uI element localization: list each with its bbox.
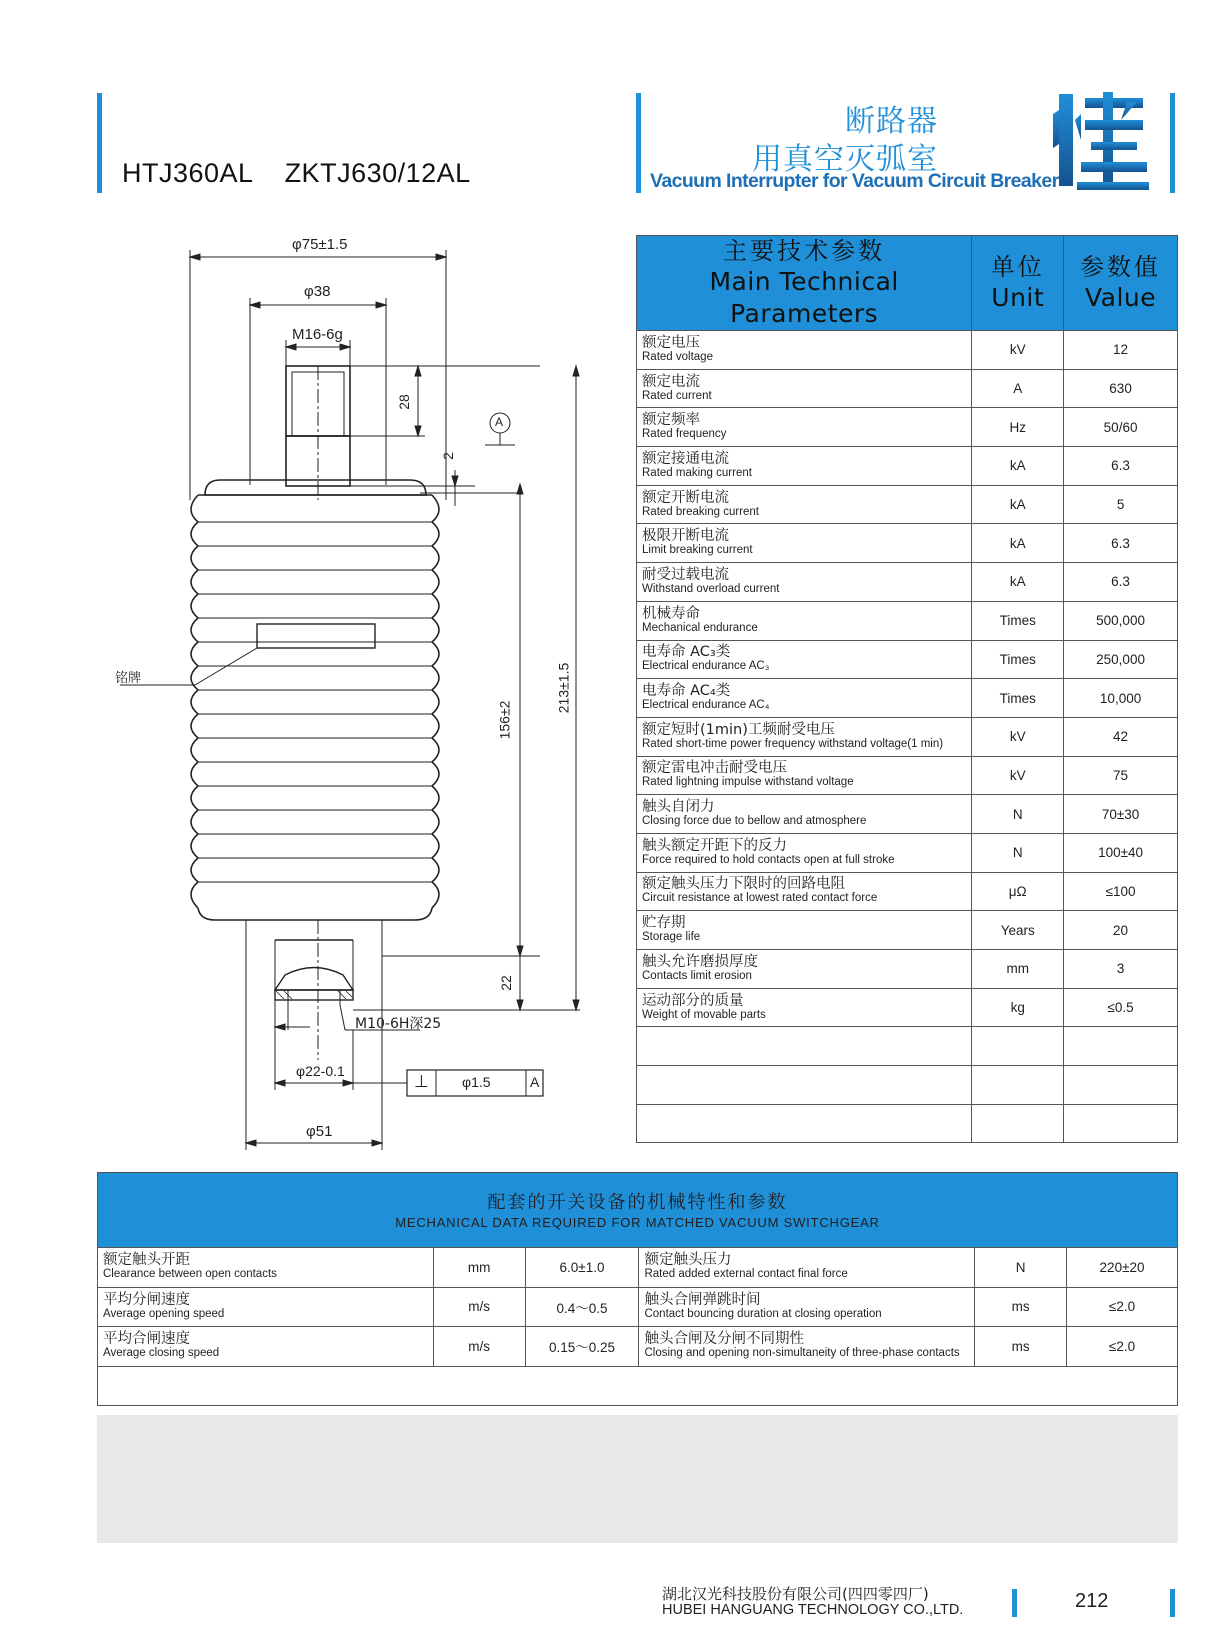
param-name [637, 369, 972, 408]
param-unit: A [972, 369, 1064, 408]
mechanical-data-table [97, 1172, 1178, 1406]
param-value: 100±40 [1064, 833, 1178, 872]
param-unit: mm [972, 950, 1064, 989]
header-right-bar [1170, 93, 1175, 193]
mechanical-empty-row [98, 1366, 1178, 1405]
param-name-cn: 额定开断电流 [642, 489, 729, 506]
mech-left-name [98, 1287, 434, 1327]
param-row [637, 795, 1178, 834]
param-name-cn: 额定频率 [642, 412, 700, 429]
param-name [637, 447, 972, 486]
param-row [637, 331, 1178, 370]
param-value: 12 [1064, 331, 1178, 370]
param-unit: kA [972, 563, 1064, 602]
param-name-cn: 电寿命 AC₃类 [642, 644, 731, 661]
param-row [637, 717, 1178, 756]
param-name-en: Mechanical endurance [642, 621, 758, 634]
param-row [637, 563, 1178, 602]
param-name-en: Electrical endurance AC₄ [642, 699, 770, 712]
model-title: HTJ360AL ZKTJ630/12AL [122, 158, 471, 188]
param-value: 5 [1064, 485, 1178, 524]
param-name [637, 833, 972, 872]
header-left-bar [97, 93, 102, 193]
page-number: 212 [1075, 1590, 1109, 1612]
mech-right-unit: ms [975, 1327, 1067, 1367]
param-value: 75 [1064, 756, 1178, 795]
mech-left-en: Clearance between open contacts [103, 1268, 277, 1281]
param-name-cn: 耐受过载电流 [642, 566, 729, 583]
param-name-en: Circuit resistance at lowest rated contact force [642, 892, 878, 905]
param-name-cn: 额定接通电流 [642, 450, 729, 467]
mech-left-name [98, 1327, 434, 1367]
mechanical-row [98, 1248, 1178, 1288]
mechanical-header-row [98, 1173, 1178, 1248]
dim-outer-diameter: φ75±1.5 [292, 236, 348, 253]
param-name-cn: 贮存期 [642, 915, 686, 932]
param-value: ≤0.5 [1064, 988, 1178, 1027]
params-header-unit: 单位 Unit [972, 236, 1064, 331]
tolerance-ref: A [530, 1074, 540, 1090]
param-name-cn: 极限开断电流 [642, 528, 729, 545]
dim-mid-diameter: φ38 [304, 283, 331, 300]
param-value: 6.3 [1064, 447, 1178, 486]
mech-left-cn: 额定触头开距 [103, 1252, 190, 1269]
param-unit: Years [972, 911, 1064, 950]
mech-right-en: Contact bouncing duration at closing operation [644, 1307, 882, 1320]
mech-left-en: Average opening speed [103, 1307, 225, 1320]
param-name [637, 679, 972, 718]
param-name [637, 601, 972, 640]
mech-left-en: Average closing speed [103, 1347, 220, 1360]
mech-left-name [98, 1248, 434, 1288]
mech-right-name [639, 1248, 975, 1288]
mech-left-value: 6.0±1.0 [525, 1248, 639, 1288]
param-name-en: Storage life [642, 931, 701, 944]
param-row [637, 950, 1178, 989]
param-row [637, 601, 1178, 640]
mech-right-value: 220±20 [1067, 1248, 1178, 1288]
mech-right-cn: 触头合闸及分闸不同期性 [644, 1331, 804, 1348]
params-header-value: 参数值 Value [1064, 236, 1178, 331]
param-name-cn: 机械寿命 [642, 605, 700, 622]
param-name-cn: 运动部分的质量 [642, 992, 744, 1009]
param-row [637, 640, 1178, 679]
dim-top-thread: M16-6g [292, 326, 343, 343]
param-row [637, 988, 1178, 1027]
param-row [637, 485, 1178, 524]
param-row [637, 524, 1178, 563]
param-value: 10,000 [1064, 679, 1178, 718]
param-row [637, 872, 1178, 911]
dim-rod-diameter: φ22-0.1 [296, 1063, 345, 1079]
param-unit: N [972, 833, 1064, 872]
param-unit: kA [972, 524, 1064, 563]
param-unit: Times [972, 679, 1064, 718]
param-name [637, 408, 972, 447]
param-value: 20 [1064, 911, 1178, 950]
title-en: Vacuum Interrupter for Vacuum Circuit Breaker [650, 170, 1059, 192]
param-name [637, 640, 972, 679]
param-name [637, 563, 972, 602]
param-name [637, 988, 972, 1027]
param-unit: kV [972, 331, 1064, 370]
param-name [637, 524, 972, 563]
param-value: 42 [1064, 717, 1178, 756]
param-name-en: Rated current [642, 389, 712, 402]
dim-stud-height: 28 [395, 394, 412, 410]
technical-drawing [100, 230, 620, 1170]
param-name-en: Rated making current [642, 466, 752, 479]
param-value: ≤100 [1064, 872, 1178, 911]
param-unit: Times [972, 601, 1064, 640]
param-value: 500,000 [1064, 601, 1178, 640]
param-name-cn: 额定触头压力下限时的回路电阻 [642, 876, 845, 893]
param-empty-row [637, 1104, 1178, 1143]
mech-left-unit: m/s [433, 1327, 525, 1367]
gray-band [97, 1415, 1178, 1543]
param-name-en: Limit breaking current [642, 544, 753, 557]
mech-left-value: 0.15～0.25 [525, 1327, 639, 1367]
param-name-en: Contacts limit erosion [642, 969, 752, 982]
mechanical-row [98, 1287, 1178, 1327]
title-cn-line2: 用真空灭弧室 [752, 142, 938, 177]
mechanical-header: 配套的开关设备的机械特性和参数 MECHANICAL DATA REQUIRED FOR MATCHED VACUUM SWITCHGEAR [98, 1173, 1178, 1248]
param-name-en: Withstand overload current [642, 582, 780, 595]
param-name-en: Rated frequency [642, 428, 727, 441]
param-name-cn: 触头自闭力 [642, 799, 715, 816]
param-value: 630 [1064, 369, 1178, 408]
param-name [637, 717, 972, 756]
param-row [637, 369, 1178, 408]
param-unit: kV [972, 717, 1064, 756]
param-row [637, 408, 1178, 447]
dim-body-height: 156±2 [496, 700, 513, 740]
param-name-en: Closing force due to bellow and atmosphere [642, 815, 867, 828]
mech-left-cn: 平均分闸速度 [103, 1291, 190, 1308]
param-row [637, 756, 1178, 795]
param-name-en: Rated breaking current [642, 505, 759, 518]
param-name-cn: 额定雷电冲击耐受电压 [642, 760, 787, 777]
dim-bottom-thread: M10-6H深25 [355, 1016, 442, 1032]
param-unit: kV [972, 756, 1064, 795]
param-row [637, 679, 1178, 718]
mech-left-unit: m/s [433, 1287, 525, 1327]
param-value: 70±30 [1064, 795, 1178, 834]
mech-right-cn: 额定触头压力 [644, 1252, 732, 1269]
param-name-cn: 触头允许磨损厚度 [642, 953, 758, 970]
mech-left-unit: mm [433, 1248, 525, 1288]
param-value: 250,000 [1064, 640, 1178, 679]
header-mid-bar [636, 93, 641, 193]
mech-right-name [639, 1327, 975, 1367]
param-row [637, 447, 1178, 486]
mech-left-cn: 平均合闸速度 [103, 1331, 190, 1348]
param-unit: Hz [972, 408, 1064, 447]
param-value: 6.3 [1064, 563, 1178, 602]
param-empty-row [637, 1027, 1178, 1066]
footer-bar-right [1170, 1589, 1175, 1617]
dim-base-diameter: φ51 [306, 1123, 333, 1140]
nameplate-label: 铭牌 [115, 671, 142, 686]
param-name [637, 485, 972, 524]
tolerance-symbol: ⊥ [414, 1072, 429, 1092]
footer-company-en: HUBEI HANGUANG TECHNOLOGY CO.,LTD. [662, 1602, 964, 1618]
param-unit: N [972, 795, 1064, 834]
dim-total-height: 213±1.5 [555, 662, 572, 714]
footer-bar-left [1012, 1589, 1017, 1617]
param-name-cn: 额定电流 [642, 373, 700, 390]
mech-left-value: 0.4～0.5 [525, 1287, 639, 1327]
param-name [637, 795, 972, 834]
param-name [637, 331, 972, 370]
param-unit: kA [972, 485, 1064, 524]
title-cn-line1: 断路器 [845, 104, 938, 139]
param-row [637, 911, 1178, 950]
param-unit: Times [972, 640, 1064, 679]
mechanical-row [98, 1327, 1178, 1367]
param-unit: kA [972, 447, 1064, 486]
param-name-cn: 触头额定开距下的反力 [642, 837, 787, 854]
mech-right-en: Rated added external contact final force [644, 1268, 848, 1281]
main-parameters-table [636, 235, 1178, 1143]
dim-gap: 2 [439, 452, 456, 460]
params-header-name: 主要技术参数 Main Technical Parameters [637, 236, 972, 331]
param-unit: μΩ [972, 872, 1064, 911]
hanguang-logo-icon [1051, 90, 1151, 192]
param-name-en: Rated voltage [642, 350, 713, 363]
tolerance-value: φ1.5 [462, 1074, 491, 1090]
param-value: 6.3 [1064, 524, 1178, 563]
param-value: 50/60 [1064, 408, 1178, 447]
param-value: 3 [1064, 950, 1178, 989]
mech-right-name [639, 1287, 975, 1327]
mech-right-value: ≤2.0 [1067, 1287, 1178, 1327]
datum-label: A [495, 415, 504, 429]
dim-bottom-height: 22 [497, 975, 514, 991]
param-name-cn: 额定短时(1min)工频耐受电压 [642, 721, 835, 738]
param-name [637, 756, 972, 795]
param-name-cn: 电寿命 AC₄类 [642, 683, 731, 700]
param-unit: kg [972, 988, 1064, 1027]
mech-right-unit: N [975, 1248, 1067, 1288]
param-name [637, 911, 972, 950]
param-name-en: Electrical endurance AC₃ [642, 660, 770, 673]
param-name-en: Rated lightning impulse withstand voltage [642, 776, 854, 789]
params-header-row [637, 236, 1178, 331]
param-name-en: Force required to hold contacts open at full stroke [642, 853, 895, 866]
param-name-en: Weight of movable parts [642, 1008, 766, 1021]
param-empty-row [637, 1066, 1178, 1105]
param-name [637, 950, 972, 989]
mech-right-unit: ms [975, 1287, 1067, 1327]
mech-right-cn: 触头合闸弹跳时间 [644, 1291, 761, 1308]
footer-company-cn: 湖北汉光科技股份有限公司(四四零四厂) [662, 1585, 929, 1603]
param-name-cn: 额定电压 [642, 334, 700, 351]
param-name [637, 872, 972, 911]
mech-right-en: Closing and opening non-simultaneity of three-phase contacts [644, 1347, 960, 1360]
param-name-en: Rated short-time power frequency withstand voltage(1 min) [642, 737, 944, 750]
param-row [637, 833, 1178, 872]
mech-right-value: ≤2.0 [1067, 1327, 1178, 1367]
